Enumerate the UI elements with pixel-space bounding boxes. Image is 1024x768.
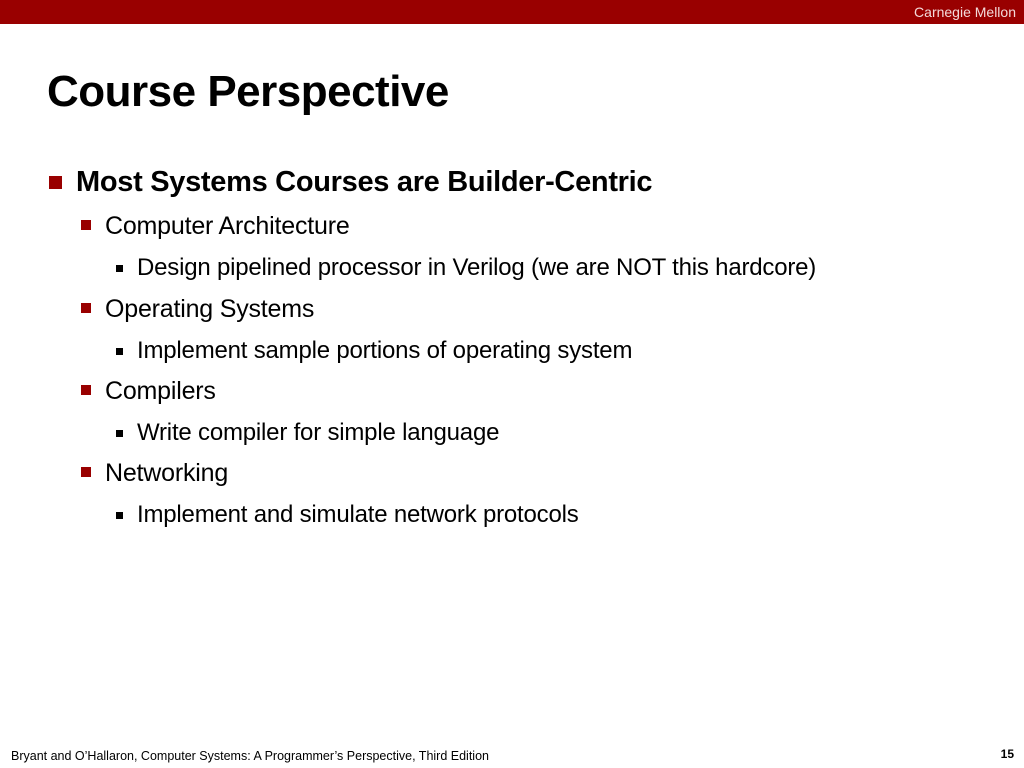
slide-title: Course Perspective (47, 67, 449, 116)
bullet-square-icon (81, 220, 91, 230)
bullet-square-icon (81, 303, 91, 313)
subitem-networking: Networking (105, 459, 229, 487)
page-number: 15 (1000, 747, 1014, 761)
detail-operating-systems: Implement sample portions of operating system (137, 337, 633, 364)
bullet-square-icon (49, 176, 62, 189)
bullet-square-icon (116, 430, 123, 437)
footer-citation: Bryant and O’Hallaron, Computer Systems: A Programmer’s Perspective, Third Edition (11, 749, 489, 763)
brand-label: Carnegie Mellon (914, 4, 1016, 20)
bullet-square-icon (81, 467, 91, 477)
subitem-computer-architecture: Computer Architecture (105, 212, 350, 240)
detail-computer-architecture: Design pipelined processor in Verilog (we are NOT this hardcore) (137, 254, 817, 281)
subitem-operating-systems: Operating Systems (105, 295, 315, 323)
bullet-square-icon (116, 512, 123, 519)
detail-networking: Implement and simulate network protocols (137, 501, 579, 528)
detail-compilers: Write compiler for simple language (137, 419, 500, 446)
bullet-square-icon (116, 265, 123, 272)
subitem-compilers: Compilers (105, 377, 216, 405)
bullet-square-icon (116, 348, 123, 355)
header-bar (0, 0, 1024, 24)
bullet-main: Most Systems Courses are Builder-Centric (76, 166, 653, 198)
bullet-square-icon (81, 385, 91, 395)
